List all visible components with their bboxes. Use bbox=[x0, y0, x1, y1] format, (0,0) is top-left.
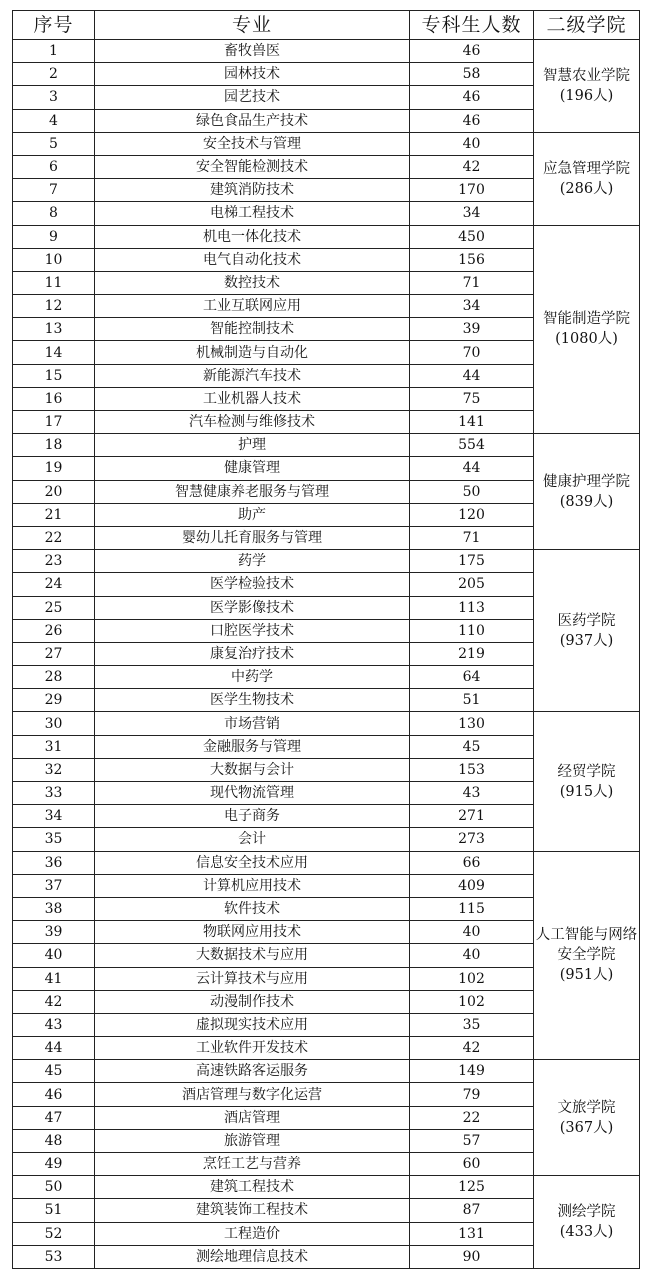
row-student-count: 153 bbox=[410, 758, 534, 781]
row-student-count: 271 bbox=[410, 805, 534, 828]
row-major: 汽车检测与维修技术 bbox=[95, 411, 410, 434]
row-student-count: 175 bbox=[410, 550, 534, 573]
row-student-count: 60 bbox=[410, 1153, 534, 1176]
row-major: 建筑消防技术 bbox=[95, 179, 410, 202]
row-major: 工业软件开发技术 bbox=[95, 1037, 410, 1060]
row-student-count: 409 bbox=[410, 874, 534, 897]
row-major: 健康管理 bbox=[95, 457, 410, 480]
row-index: 23 bbox=[13, 550, 95, 573]
row-major: 酒店管理 bbox=[95, 1106, 410, 1129]
college-total: (915人) bbox=[559, 783, 614, 800]
row-index: 6 bbox=[13, 155, 95, 178]
row-major: 安全技术与管理 bbox=[95, 132, 410, 155]
row-student-count: 125 bbox=[410, 1176, 534, 1199]
row-index: 10 bbox=[13, 248, 95, 271]
college-name: 健康护理学院 bbox=[543, 473, 630, 490]
row-student-count: 45 bbox=[410, 735, 534, 758]
row-major: 智慧健康养老服务与管理 bbox=[95, 480, 410, 503]
row-index: 34 bbox=[13, 805, 95, 828]
row-student-count: 42 bbox=[410, 1037, 534, 1060]
row-major: 大数据技术与应用 bbox=[95, 944, 410, 967]
row-student-count: 51 bbox=[410, 689, 534, 712]
header-index: 序号 bbox=[13, 11, 95, 40]
row-student-count: 34 bbox=[410, 295, 534, 318]
row-index: 8 bbox=[13, 202, 95, 225]
row-major: 新能源汽车技术 bbox=[95, 364, 410, 387]
row-index: 4 bbox=[13, 109, 95, 132]
row-major: 市场营销 bbox=[95, 712, 410, 735]
row-index: 40 bbox=[13, 944, 95, 967]
college-total: (951人) bbox=[559, 967, 614, 984]
header-major: 专业 bbox=[95, 11, 410, 40]
row-index: 47 bbox=[13, 1106, 95, 1129]
row-index: 44 bbox=[13, 1037, 95, 1060]
row-major: 绿色食品生产技术 bbox=[95, 109, 410, 132]
row-index: 15 bbox=[13, 364, 95, 387]
table-body bbox=[13, 40, 640, 1269]
college-cell bbox=[534, 434, 640, 550]
row-major: 电梯工程技术 bbox=[95, 202, 410, 225]
table-row bbox=[13, 712, 640, 735]
college-cell bbox=[534, 851, 640, 1060]
table-row bbox=[13, 550, 640, 573]
row-student-count: 22 bbox=[410, 1106, 534, 1129]
college-cell bbox=[534, 40, 640, 133]
college-total: (839人) bbox=[559, 493, 614, 510]
college-name: 文旅学院 bbox=[557, 1099, 616, 1116]
college-total: (367人) bbox=[559, 1119, 614, 1136]
row-major: 虚拟现实技术应用 bbox=[95, 1013, 410, 1036]
row-major: 建筑工程技术 bbox=[95, 1176, 410, 1199]
row-index: 20 bbox=[13, 480, 95, 503]
row-student-count: 102 bbox=[410, 990, 534, 1013]
college-total: (196人) bbox=[559, 87, 614, 104]
row-index: 51 bbox=[13, 1199, 95, 1222]
row-major: 云计算技术与应用 bbox=[95, 967, 410, 990]
college-name: 智慧农业学院 bbox=[543, 67, 630, 84]
row-student-count: 70 bbox=[410, 341, 534, 364]
row-student-count: 90 bbox=[410, 1245, 534, 1268]
row-student-count: 71 bbox=[410, 526, 534, 549]
row-major: 机电一体化技术 bbox=[95, 225, 410, 248]
row-index: 52 bbox=[13, 1222, 95, 1245]
row-student-count: 64 bbox=[410, 666, 534, 689]
row-index: 27 bbox=[13, 642, 95, 665]
row-student-count: 75 bbox=[410, 387, 534, 410]
college-cell bbox=[534, 132, 640, 225]
row-index: 16 bbox=[13, 387, 95, 410]
row-student-count: 66 bbox=[410, 851, 534, 874]
row-major: 园林技术 bbox=[95, 63, 410, 86]
college-total: (1080人) bbox=[555, 331, 618, 348]
table-row bbox=[13, 132, 640, 155]
row-index: 1 bbox=[13, 40, 95, 63]
row-major: 机械制造与自动化 bbox=[95, 341, 410, 364]
row-major: 医学检验技术 bbox=[95, 573, 410, 596]
college-cell bbox=[534, 225, 640, 434]
row-student-count: 57 bbox=[410, 1129, 534, 1152]
row-student-count: 205 bbox=[410, 573, 534, 596]
row-index: 26 bbox=[13, 619, 95, 642]
row-major: 工业互联网应用 bbox=[95, 295, 410, 318]
row-student-count: 42 bbox=[410, 155, 534, 178]
row-major: 信息安全技术应用 bbox=[95, 851, 410, 874]
row-major: 金融服务与管理 bbox=[95, 735, 410, 758]
row-index: 19 bbox=[13, 457, 95, 480]
college-total: (433人) bbox=[559, 1224, 614, 1241]
row-major: 医学生物技术 bbox=[95, 689, 410, 712]
row-student-count: 130 bbox=[410, 712, 534, 735]
row-index: 22 bbox=[13, 526, 95, 549]
row-index: 37 bbox=[13, 874, 95, 897]
row-index: 45 bbox=[13, 1060, 95, 1083]
row-index: 14 bbox=[13, 341, 95, 364]
row-index: 2 bbox=[13, 63, 95, 86]
row-student-count: 219 bbox=[410, 642, 534, 665]
row-index: 50 bbox=[13, 1176, 95, 1199]
row-index: 31 bbox=[13, 735, 95, 758]
row-student-count: 50 bbox=[410, 480, 534, 503]
row-index: 13 bbox=[13, 318, 95, 341]
row-index: 30 bbox=[13, 712, 95, 735]
row-major: 智能控制技术 bbox=[95, 318, 410, 341]
table-row bbox=[13, 1060, 640, 1083]
row-student-count: 113 bbox=[410, 596, 534, 619]
row-major: 建筑装饰工程技术 bbox=[95, 1199, 410, 1222]
row-index: 36 bbox=[13, 851, 95, 874]
row-index: 24 bbox=[13, 573, 95, 596]
college-name: 测绘学院 bbox=[557, 1204, 616, 1221]
row-index: 33 bbox=[13, 782, 95, 805]
table-row bbox=[13, 1176, 640, 1199]
row-index: 35 bbox=[13, 828, 95, 851]
row-index: 53 bbox=[13, 1245, 95, 1268]
row-index: 43 bbox=[13, 1013, 95, 1036]
row-student-count: 44 bbox=[410, 457, 534, 480]
enrollment-table bbox=[12, 10, 640, 1269]
row-major: 工程造价 bbox=[95, 1222, 410, 1245]
row-student-count: 102 bbox=[410, 967, 534, 990]
row-index: 12 bbox=[13, 295, 95, 318]
row-index: 46 bbox=[13, 1083, 95, 1106]
row-student-count: 115 bbox=[410, 897, 534, 920]
row-index: 18 bbox=[13, 434, 95, 457]
table-row bbox=[13, 40, 640, 63]
row-major: 中药学 bbox=[95, 666, 410, 689]
row-student-count: 40 bbox=[410, 132, 534, 155]
row-index: 11 bbox=[13, 271, 95, 294]
row-student-count: 110 bbox=[410, 619, 534, 642]
row-major: 园艺技术 bbox=[95, 86, 410, 109]
row-major: 口腔医学技术 bbox=[95, 619, 410, 642]
row-major: 畜牧兽医 bbox=[95, 40, 410, 63]
table-row bbox=[13, 434, 640, 457]
college-name: 人工智能与网络安全学院 bbox=[535, 927, 638, 964]
table-row bbox=[13, 225, 640, 248]
row-student-count: 40 bbox=[410, 944, 534, 967]
row-student-count: 43 bbox=[410, 782, 534, 805]
college-total: (286人) bbox=[559, 180, 614, 197]
row-student-count: 44 bbox=[410, 364, 534, 387]
row-student-count: 156 bbox=[410, 248, 534, 271]
college-name: 经贸学院 bbox=[557, 763, 616, 780]
row-student-count: 170 bbox=[410, 179, 534, 202]
college-cell bbox=[534, 1176, 640, 1269]
row-student-count: 39 bbox=[410, 318, 534, 341]
row-index: 3 bbox=[13, 86, 95, 109]
row-major: 工业机器人技术 bbox=[95, 387, 410, 410]
row-major: 现代物流管理 bbox=[95, 782, 410, 805]
row-index: 25 bbox=[13, 596, 95, 619]
row-index: 41 bbox=[13, 967, 95, 990]
row-index: 48 bbox=[13, 1129, 95, 1152]
row-student-count: 46 bbox=[410, 40, 534, 63]
row-student-count: 71 bbox=[410, 271, 534, 294]
row-index: 42 bbox=[13, 990, 95, 1013]
row-major: 高速铁路客运服务 bbox=[95, 1060, 410, 1083]
row-major: 大数据与会计 bbox=[95, 758, 410, 781]
row-major: 药学 bbox=[95, 550, 410, 573]
row-student-count: 46 bbox=[410, 109, 534, 132]
row-major: 护理 bbox=[95, 434, 410, 457]
college-name: 应急管理学院 bbox=[543, 160, 630, 177]
row-major: 康复治疗技术 bbox=[95, 642, 410, 665]
row-student-count: 141 bbox=[410, 411, 534, 434]
row-student-count: 131 bbox=[410, 1222, 534, 1245]
row-index: 29 bbox=[13, 689, 95, 712]
college-cell bbox=[534, 712, 640, 851]
row-student-count: 149 bbox=[410, 1060, 534, 1083]
row-major: 电子商务 bbox=[95, 805, 410, 828]
row-major: 动漫制作技术 bbox=[95, 990, 410, 1013]
row-major: 安全智能检测技术 bbox=[95, 155, 410, 178]
row-major: 物联网应用技术 bbox=[95, 921, 410, 944]
row-index: 5 bbox=[13, 132, 95, 155]
row-student-count: 40 bbox=[410, 921, 534, 944]
row-student-count: 450 bbox=[410, 225, 534, 248]
row-major: 会计 bbox=[95, 828, 410, 851]
row-major: 医学影像技术 bbox=[95, 596, 410, 619]
row-student-count: 87 bbox=[410, 1199, 534, 1222]
row-student-count: 46 bbox=[410, 86, 534, 109]
row-major: 婴幼儿托育服务与管理 bbox=[95, 526, 410, 549]
table-row bbox=[13, 851, 640, 874]
row-major: 助产 bbox=[95, 503, 410, 526]
row-major: 软件技术 bbox=[95, 897, 410, 920]
row-student-count: 34 bbox=[410, 202, 534, 225]
row-major: 计算机应用技术 bbox=[95, 874, 410, 897]
row-major: 烹饪工艺与营养 bbox=[95, 1153, 410, 1176]
row-student-count: 120 bbox=[410, 503, 534, 526]
row-index: 39 bbox=[13, 921, 95, 944]
row-student-count: 79 bbox=[410, 1083, 534, 1106]
college-cell bbox=[534, 550, 640, 712]
header-students: 专科生人数 bbox=[410, 11, 534, 40]
header-row bbox=[13, 11, 640, 40]
row-student-count: 58 bbox=[410, 63, 534, 86]
row-index: 21 bbox=[13, 503, 95, 526]
row-index: 28 bbox=[13, 666, 95, 689]
row-major: 测绘地理信息技术 bbox=[95, 1245, 410, 1268]
row-index: 32 bbox=[13, 758, 95, 781]
row-major: 旅游管理 bbox=[95, 1129, 410, 1152]
row-index: 7 bbox=[13, 179, 95, 202]
college-name: 医药学院 bbox=[557, 612, 616, 629]
college-cell bbox=[534, 1060, 640, 1176]
row-index: 49 bbox=[13, 1153, 95, 1176]
college-total: (937人) bbox=[559, 632, 614, 649]
header-college: 二级学院 bbox=[534, 11, 640, 40]
row-index: 38 bbox=[13, 897, 95, 920]
college-name: 智能制造学院 bbox=[543, 311, 630, 328]
row-major: 数控技术 bbox=[95, 271, 410, 294]
row-major: 酒店管理与数字化运营 bbox=[95, 1083, 410, 1106]
row-student-count: 273 bbox=[410, 828, 534, 851]
row-student-count: 35 bbox=[410, 1013, 534, 1036]
row-index: 9 bbox=[13, 225, 95, 248]
row-index: 17 bbox=[13, 411, 95, 434]
row-major: 电气自动化技术 bbox=[95, 248, 410, 271]
row-student-count: 554 bbox=[410, 434, 534, 457]
